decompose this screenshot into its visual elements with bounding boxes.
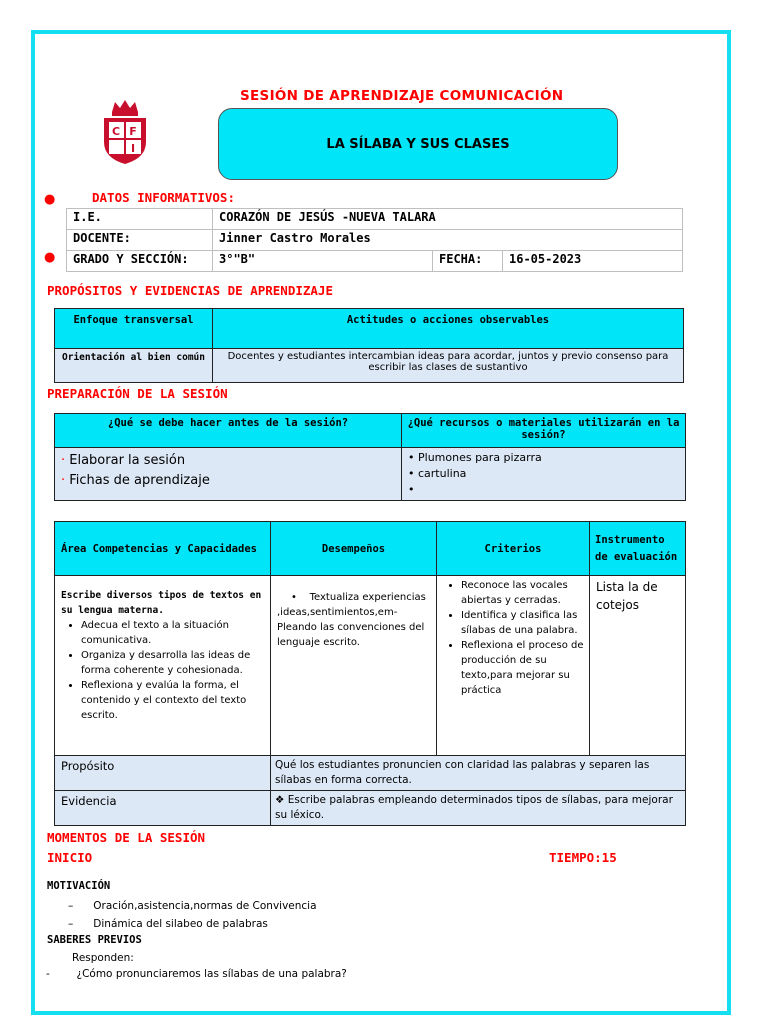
capacidad-item: • Organiza y desarrolla las ideas de forma coherente y cohesionada. <box>81 648 264 678</box>
capacidad-item: • Reflexiona y evalúa la forma, el contenido y el contexto del texto escrito. <box>81 678 264 723</box>
pregunta-text: - ¿Cómo pronunciaremos las sílabas de una palabra? <box>46 968 347 980</box>
enfoque-header: Enfoque transversal <box>55 309 213 349</box>
competencia-cell <box>55 576 271 756</box>
logo-letter-f: F <box>129 125 137 138</box>
criterio-item: • Identifica y clasifica las sílabas de una palabra. <box>461 608 585 638</box>
session-topic-banner <box>218 108 618 180</box>
bullet-icon: · <box>61 473 70 488</box>
antes-item: · Fichas de aprendizaje <box>61 473 210 488</box>
propositos-heading: PROPÓSITOS Y EVIDENCIAS DE APRENDIZAJE <box>47 283 333 298</box>
recurso-item: • cartulina <box>408 467 467 480</box>
evidencia-label: Evidencia <box>55 791 271 826</box>
area-header: Área Competencias y Capacidades <box>55 522 271 576</box>
competencias-table <box>54 521 686 826</box>
docente-label: DOCENTE: <box>67 230 213 251</box>
recurso-item: • <box>408 483 415 496</box>
bullet-icon: ● <box>44 250 56 265</box>
antes-cell <box>55 448 402 501</box>
page-title: SESIÓN DE APRENDIZAJE COMUNICACIÓN <box>240 88 564 104</box>
fecha-label: FECHA: <box>433 251 503 272</box>
capacidad-item: • Adecua el texto a la situación comunicativa. <box>81 618 264 648</box>
tiempo-label: TIEMPO:15 <box>549 850 617 865</box>
recursos-header: ¿Qué recursos o materiales utilizarán en la sesión? <box>402 414 686 448</box>
session-topic: LA SÍLABA Y SUS CLASES <box>326 136 510 152</box>
proposito-value: Qué los estudiantes pronuncien con claridad las palabras y separen las sílabas en forma correcta. <box>271 756 686 791</box>
instrumento-value: Lista la de cotejos <box>590 576 686 756</box>
instrumento-header: Instrumento de evaluación <box>590 522 686 576</box>
motivacion-item: – Dinámica del silabeo de palabras <box>68 918 268 930</box>
bullet-icon: · <box>61 453 70 468</box>
diamond-icon: ❖ <box>275 794 285 806</box>
recursos-cell <box>402 448 686 501</box>
logo-letter-i: I <box>130 142 136 155</box>
school-logo <box>100 98 150 166</box>
criterio-item: • Reconoce las vocales abiertas y cerradas. <box>461 578 585 608</box>
motivacion-heading: MOTIVACIÓN <box>47 880 111 892</box>
preparacion-heading: PREPARACIÓN DE LA SESIÓN <box>47 386 228 401</box>
recurso-item: • Plumones para pizarra <box>408 451 542 464</box>
info-table <box>66 208 683 272</box>
ie-value: CORAZÓN DE JESÚS -NUEVA TALARA <box>213 209 683 230</box>
evidencia-cell <box>271 791 686 826</box>
criterios-cell <box>437 576 590 756</box>
momentos-heading: MOMENTOS DE LA SESIÓN <box>47 830 206 845</box>
proposito-label: Propósito <box>55 756 271 791</box>
grado-value: 3°"B" <box>213 251 433 272</box>
criterios-header: Criterios <box>437 522 590 576</box>
bullet-icon: ● <box>44 192 56 207</box>
inicio-heading: INICIO <box>47 850 93 865</box>
motivacion-item: – Oración,asistencia,normas de Convivencia <box>68 900 317 912</box>
actitudes-header: Actitudes o acciones observables <box>213 309 684 349</box>
ie-label: I.E. <box>67 209 213 230</box>
actitudes-value: Docentes y estudiantes intercambian ideas para acordar, juntos y previo consenso para escribir las clases de sustantivo <box>213 349 684 383</box>
preparacion-table <box>54 413 686 501</box>
grado-label: GRADO Y SECCIÓN: <box>67 251 213 272</box>
antes-item: · Elaborar la sesión <box>61 453 186 468</box>
evidencia-value: Escribe palabras empleando determinados tipos de sílabas, para mejorar su léxico. <box>275 794 673 821</box>
desempenos-header: Desempeños <box>271 522 437 576</box>
antes-header: ¿Qué se debe hacer antes de la sesión? <box>55 414 402 448</box>
propositos-table <box>54 308 684 383</box>
docente-value: Jinner Castro Morales <box>213 230 683 251</box>
responden-text: Responden: <box>72 952 134 964</box>
saberes-heading: SABERES PREVIOS <box>47 934 142 946</box>
logo-letter-c: C <box>111 125 121 138</box>
desempeno-cell <box>271 576 437 756</box>
desempeno-text: • Textualiza experiencias ,ideas,sentimientos,em-Pleando las convenciones del lenguaje escrito. <box>277 592 426 648</box>
datos-heading: DATOS INFORMATIVOS: <box>92 190 235 205</box>
criterio-item: • Reflexiona el proceso de producción de su texto,para mejorar su práctica <box>461 638 585 698</box>
fecha-value: 16-05-2023 <box>503 251 683 272</box>
enfoque-value: Orientación al bien común <box>55 349 213 383</box>
competencia-text: Escribe diversos tipos de textos en su lengua materna. <box>61 590 262 616</box>
